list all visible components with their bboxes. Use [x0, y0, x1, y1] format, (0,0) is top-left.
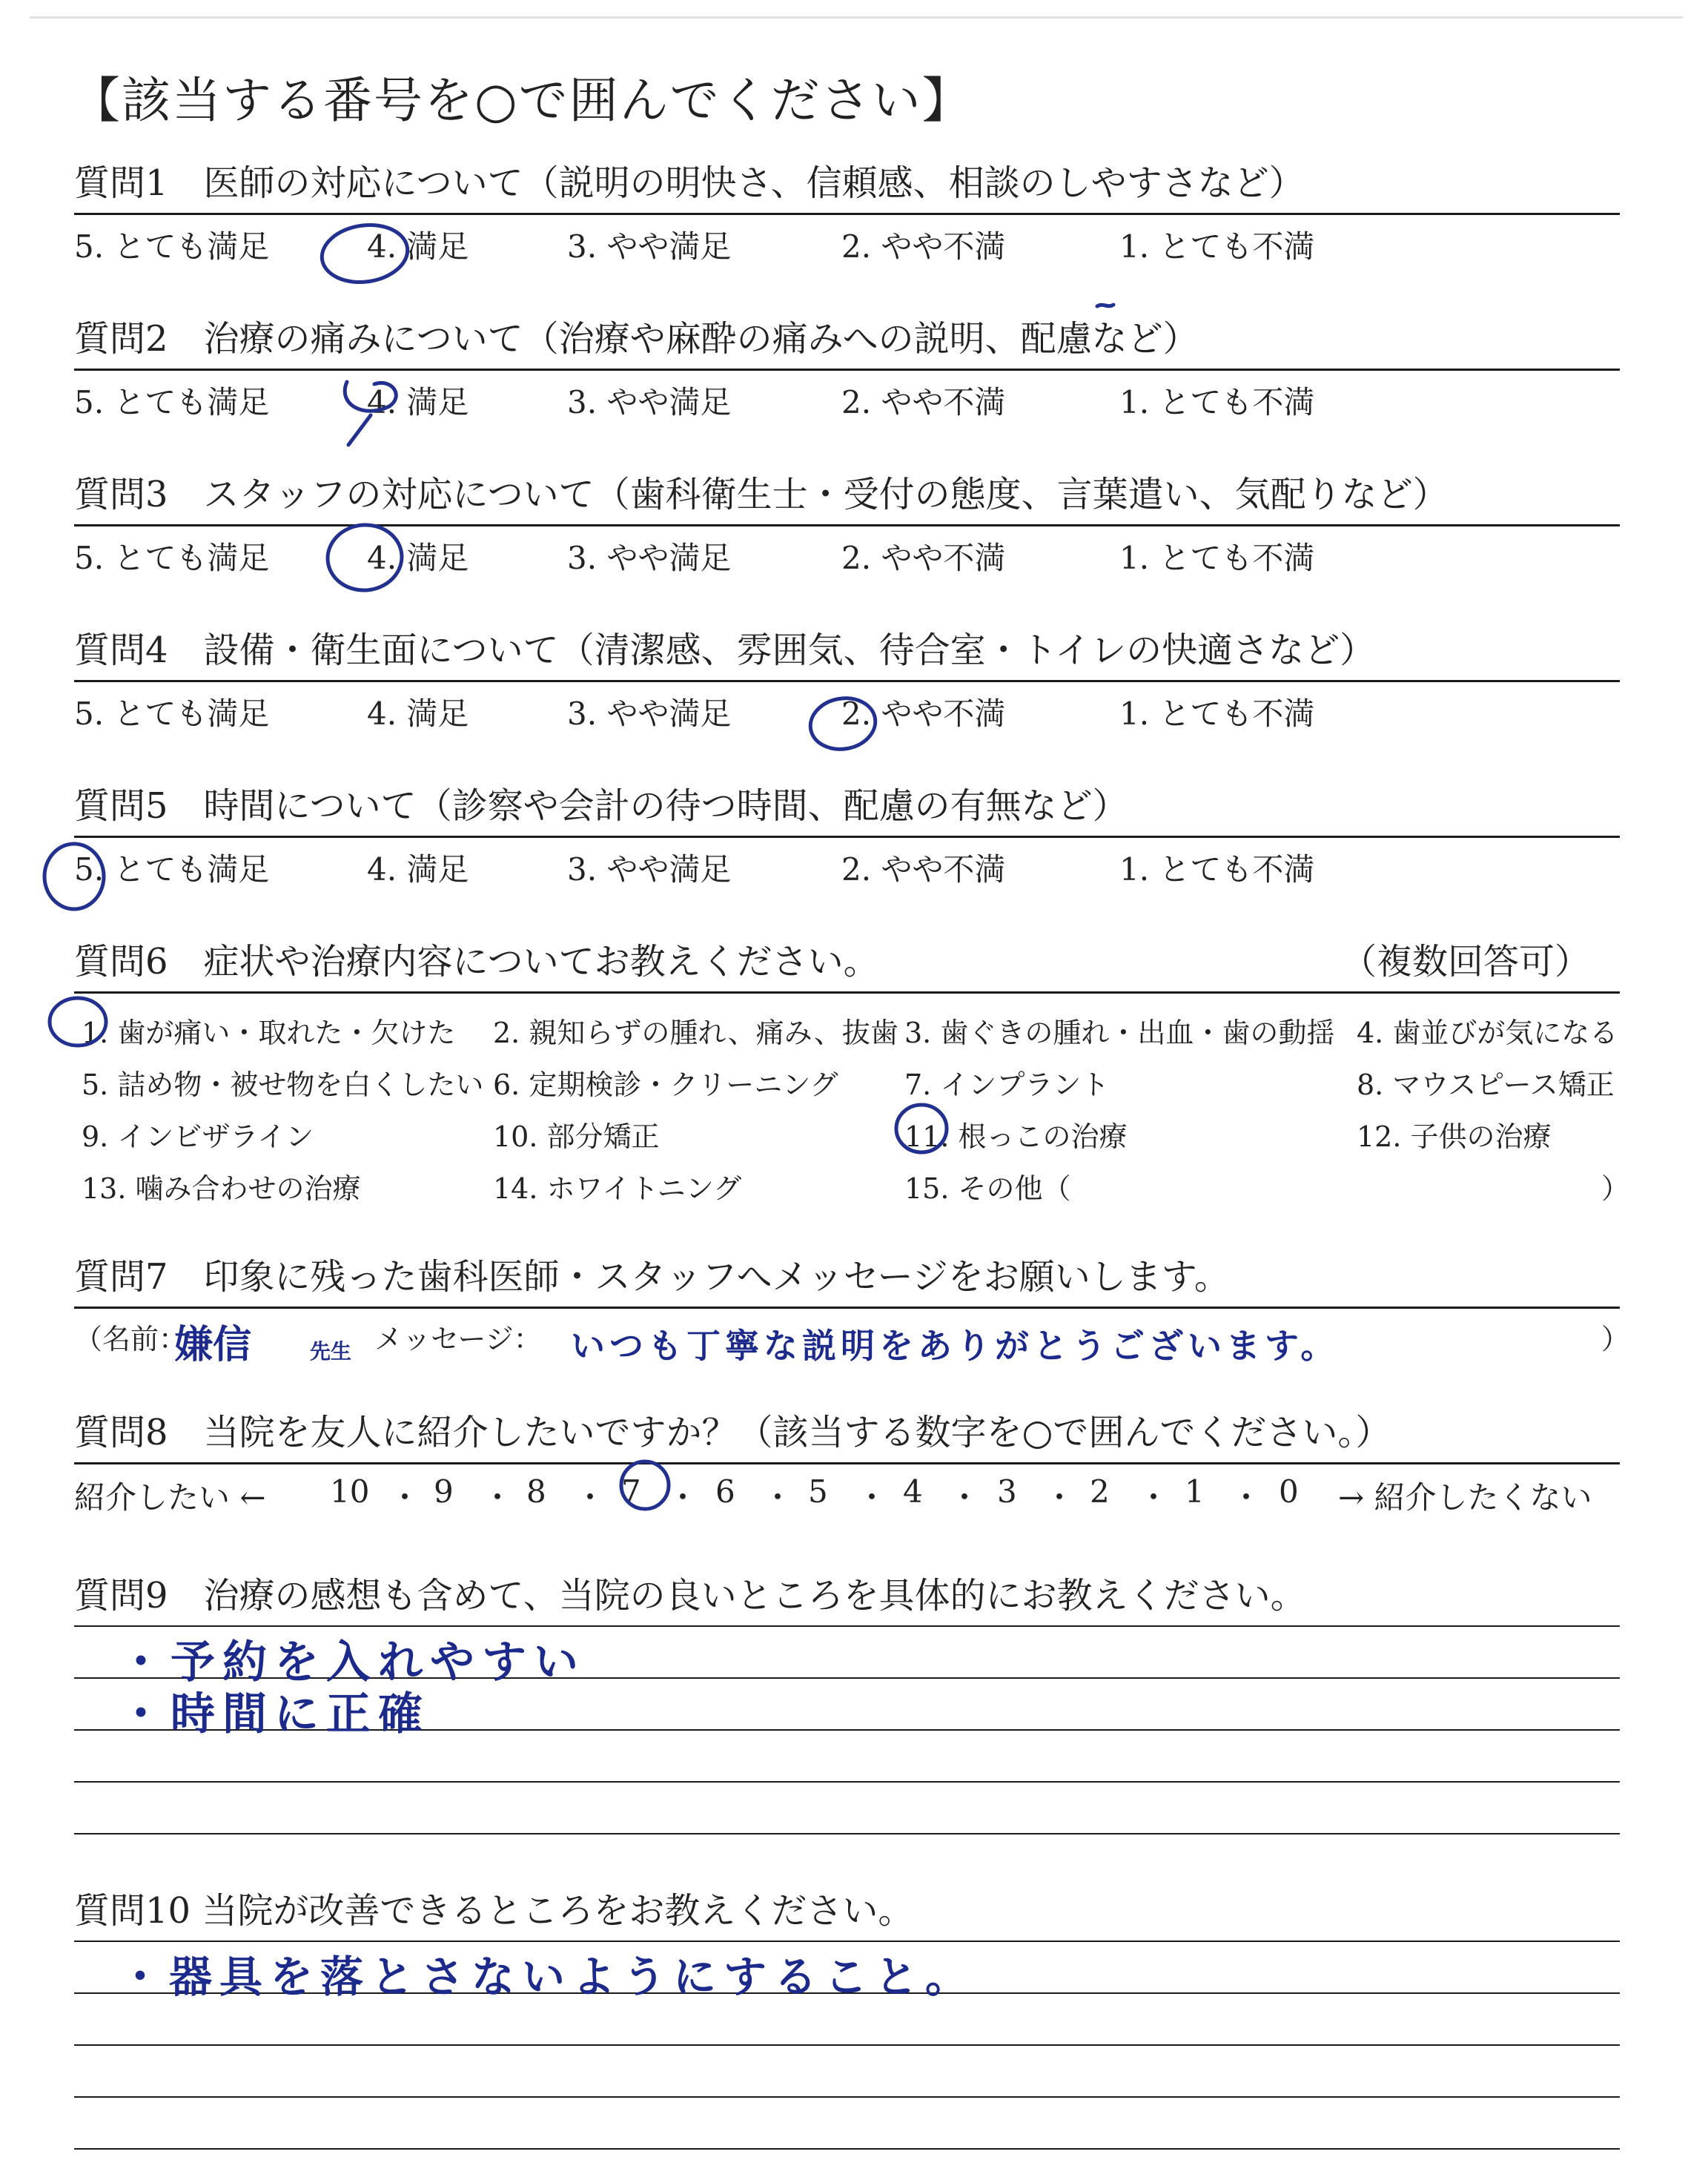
message-label: メッセージ： — [374, 1323, 542, 1355]
option-2[interactable]: 2. やや不満 — [841, 696, 1006, 732]
question-5 — [74, 782, 1620, 890]
pen-mark — [1097, 305, 1113, 306]
option-2[interactable]: 2. やや不満 — [841, 851, 1006, 888]
q6-item[interactable]: 12. 子供の治療 — [1357, 1120, 1552, 1153]
recommend-scale — [74, 1464, 1620, 1524]
answer-line — [74, 2148, 1620, 2150]
question-6-text — [74, 938, 1620, 985]
scale-10[interactable]: 10 — [330, 1473, 370, 1510]
option-3[interactable]: 3. やや満足 — [567, 696, 732, 732]
scale-3[interactable]: 3 — [997, 1473, 1017, 1510]
question-10 — [74, 1887, 1620, 2157]
scale-9[interactable]: 9 — [434, 1473, 454, 1510]
answer-line — [74, 2096, 1620, 2098]
scale-left-label: 紹介したい ← — [74, 1479, 266, 1516]
top-rule — [30, 16, 1683, 19]
scale-4[interactable]: 4 — [903, 1473, 923, 1510]
answer-line — [74, 2044, 1620, 2046]
question-1 — [74, 159, 1620, 267]
option-4[interactable]: 4. 満足 — [367, 540, 469, 576]
question-9-text: 質問9 治療の感想も含めて、当院の良いところを具体的にお教えください。 — [74, 1575, 1306, 1616]
option-3[interactable]: 3. やや満足 — [567, 228, 732, 265]
option-3[interactable]: 3. やや満足 — [567, 851, 732, 888]
question-4-options — [74, 682, 1620, 734]
question-3-options — [74, 526, 1620, 578]
scale-dot: ・ — [1231, 1479, 1262, 1516]
question-5-text: 質問5 時間について（診察や会計の待つ時間、配慮の有無など） — [74, 785, 1128, 827]
q6-item[interactable]: 10. 部分矯正 — [493, 1120, 660, 1153]
option-1[interactable]: 1. とても不満 — [1119, 540, 1315, 576]
question-8-text: 質問8 当院を友人に紹介したいですか？（該当する数字を○で囲んでください。） — [74, 1412, 1391, 1453]
scale-dot: ・ — [856, 1479, 888, 1516]
option-2[interactable]: 2. やや不満 — [841, 384, 1006, 420]
question-6-label: 質問6 症状や治療内容についてお教えください。 — [74, 941, 879, 982]
option-5[interactable]: 5. とても満足 — [74, 540, 270, 576]
name-value[interactable]: 嫌信 — [174, 1323, 252, 1367]
option-1[interactable]: 1. とても不満 — [1119, 851, 1315, 888]
q6-item[interactable]: 7. インプラント — [904, 1069, 1110, 1101]
form-title: 【該当する番号を○で囲んでください】 — [71, 72, 973, 129]
scale-dot: ・ — [1138, 1479, 1170, 1516]
scale-dot: ・ — [949, 1479, 981, 1516]
question-2 — [74, 315, 1620, 423]
question-4 — [74, 627, 1620, 734]
q6-item[interactable]: 8. マウスピース矯正 — [1357, 1069, 1615, 1101]
q10-answer-1[interactable]: ・器具を落とさないようにすること。 — [119, 1952, 976, 2002]
message-value[interactable]: いつも丁寧な説明をありがとうございます。 — [571, 1326, 1340, 1366]
question-2-text: 質問2 治療の痛みについて（治療や麻酔の痛みへの説明、配慮など） — [74, 318, 1199, 360]
option-4[interactable]: 4. 満足 — [367, 228, 469, 265]
question-1-text: 質問1 医師の対応について（説明の明快さ、信頼感、相談のしやすさなど） — [74, 162, 1305, 204]
scale-dot: ・ — [1044, 1479, 1076, 1516]
question-5-options — [74, 838, 1620, 890]
q6-item[interactable]: 14. ホワイトニング — [493, 1172, 742, 1205]
option-5[interactable]: 5. とても満足 — [74, 384, 270, 420]
q6-item[interactable]: 6. 定期検診・クリーニング — [493, 1069, 838, 1101]
q6-item[interactable]: 9. インビザライン — [82, 1120, 314, 1153]
q6-item[interactable]: 13. 噛み合わせの治療 — [82, 1172, 361, 1205]
option-3[interactable]: 3. やや満足 — [567, 384, 732, 420]
q6-item[interactable]: 2. 親知らずの腫れ、痛み、抜歯 — [493, 1017, 898, 1049]
question-1-options — [74, 215, 1620, 267]
scale-6[interactable]: 6 — [715, 1473, 735, 1510]
answer-line — [74, 1781, 1620, 1783]
answer-line — [74, 1833, 1620, 1834]
option-4[interactable]: 4. 満足 — [367, 384, 469, 420]
scale-dot: ・ — [667, 1479, 699, 1516]
q6-item[interactable]: 3. 歯ぐきの腫れ・出血・歯の動揺 — [904, 1017, 1335, 1049]
question-10-text: 質問10 当院が改善できるところをお教えください。 — [74, 1890, 914, 1932]
scale-8[interactable]: 8 — [526, 1473, 546, 1510]
scale-1[interactable]: 1 — [1185, 1473, 1205, 1510]
q6-item[interactable]: 4. 歯並びが気になる — [1357, 1017, 1618, 1049]
question-3-text: 質問3 スタッフの対応について（歯科衛生士・受付の態度、言葉遣い、気配りなど） — [74, 474, 1449, 515]
option-2[interactable]: 2. やや不満 — [841, 228, 1006, 265]
scale-dot: ・ — [575, 1479, 606, 1516]
question-6 — [74, 938, 1630, 1205]
q9-answer-area — [74, 1619, 1620, 1886]
q6-option-grid — [74, 994, 1630, 1205]
q6-item[interactable]: 1. 歯が痛い・取れた・欠けた — [82, 1017, 456, 1049]
question-4-text: 質問4 設備・衛生面について（清潔感、雰囲気、待合室・トイレの快適さなど） — [74, 630, 1376, 671]
option-4[interactable]: 4. 満足 — [367, 696, 469, 732]
message-close: ） — [1601, 1323, 1630, 1355]
option-5[interactable]: 5. とても満足 — [74, 696, 270, 732]
option-4[interactable]: 4. 満足 — [367, 851, 469, 888]
option-5[interactable]: 5. とても満足 — [74, 851, 270, 888]
q7-message-line — [74, 1309, 1630, 1368]
scale-2[interactable]: 2 — [1090, 1473, 1110, 1510]
question-7 — [74, 1253, 1630, 1368]
name-suffix: 先生 — [310, 1339, 352, 1364]
scale-7[interactable]: 7 — [621, 1473, 641, 1510]
q9-answer-1[interactable]: ・予約を入れやすい — [119, 1636, 586, 1688]
scale-0[interactable]: 0 — [1279, 1473, 1299, 1510]
question-7-text: 質問7 印象に残った歯科医師・スタッフへメッセージをお願いします。 — [74, 1256, 1230, 1298]
q6-item[interactable]: 5. 詰め物・被せ物を白くしたい — [82, 1069, 484, 1101]
name-label: （名前： — [74, 1323, 188, 1355]
question-8 — [74, 1409, 1620, 1524]
q9-answer-2[interactable]: ・時間に正確 — [119, 1688, 430, 1740]
q6-item[interactable]: 11. 根っこの治療 — [904, 1120, 1128, 1153]
scale-dot: ・ — [389, 1479, 421, 1516]
option-5[interactable]: 5. とても満足 — [74, 228, 270, 265]
scale-dot: ・ — [762, 1479, 794, 1516]
option-1[interactable]: 1. とても不満 — [1119, 696, 1315, 732]
option-3[interactable]: 3. やや満足 — [567, 540, 732, 576]
q10-answer-area — [74, 1935, 1620, 2157]
q6-other-close: ） — [1601, 1172, 1630, 1205]
scale-5[interactable]: 5 — [808, 1473, 828, 1510]
option-1[interactable]: 1. とても不満 — [1119, 384, 1315, 420]
question-3 — [74, 471, 1620, 578]
option-2[interactable]: 2. やや不満 — [841, 540, 1006, 576]
scale-right-label: → 紹介したくない — [1338, 1479, 1592, 1516]
multiple-answers-note: （複数回答可） — [1340, 941, 1590, 982]
q6-item[interactable]: 15. その他（ — [904, 1172, 1071, 1205]
option-1[interactable]: 1. とても不満 — [1119, 228, 1315, 265]
scale-dot: ・ — [482, 1479, 514, 1516]
question-2-options — [74, 371, 1620, 423]
question-9 — [74, 1572, 1620, 1886]
